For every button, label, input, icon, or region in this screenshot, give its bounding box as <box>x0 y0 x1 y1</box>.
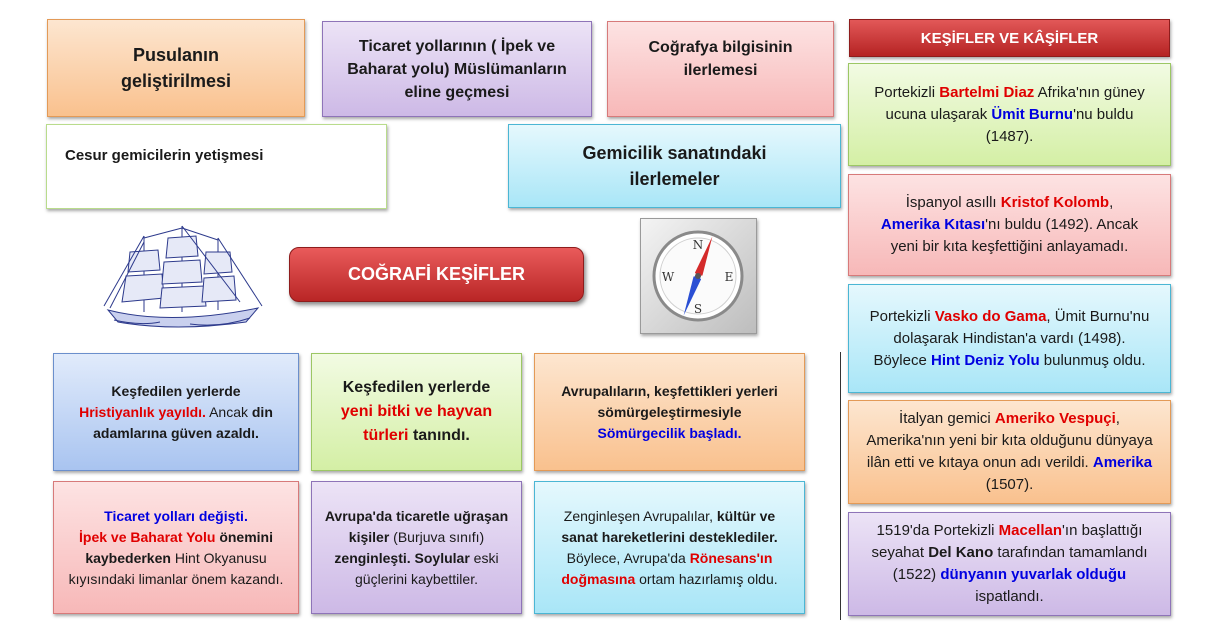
explorer-diaz-d: Ümit Burnu <box>991 105 1074 123</box>
result-bourgeoisie-e: eski güçlerini kaybettiler. <box>355 549 499 587</box>
explorer-diaz-c: Afrika'nın güney ucuna ulaşarak <box>885 83 1145 123</box>
explorer-vespucci-b: Ameriko Vespuçi <box>994 410 1116 427</box>
explorer-vespucci-d: Amerika <box>1092 454 1153 471</box>
sidebar-header <box>849 19 1170 57</box>
result-colonialism-a: Avrupalıların, keşfettikleri yerleri sömürgeleştirmesiyle <box>561 382 778 420</box>
result-trade-change-d: kaybederken <box>85 549 171 566</box>
cause-brave-sailors-box <box>46 124 387 209</box>
result-bourgeoisie-box <box>311 481 522 614</box>
explorer-gama-a: Portekizli <box>869 307 935 325</box>
explorer-diaz-a: Portekizli <box>874 83 940 101</box>
main-title-text: COĞRAFİ KEŞİFLER <box>347 264 525 284</box>
cause-trade-routes-text: Ticaret yollarının ( İpek ve Baharat yolu) Müslümanların eline geçmesi <box>347 37 567 101</box>
explorer-columbus-b: Kristof Kolomb <box>1000 194 1110 211</box>
explorer-gama-d: Hint Deniz Yolu <box>931 351 1040 369</box>
explorer-columbus-c: , <box>1109 194 1114 211</box>
explorer-diaz-e: 'nu buldu (1487). <box>985 105 1134 145</box>
explorer-magellan-c: 'ın başlattığı seyahat <box>871 522 1143 561</box>
result-christianity-b: Hristiyanlık yayıldı. <box>79 403 206 420</box>
cause-compass-box <box>47 19 305 117</box>
sailing-ship-illustration <box>100 222 265 334</box>
explorer-vespucci-box <box>848 400 1171 504</box>
cause-brave-sailors-text: Cesur gemicilerin yetişmesi <box>65 147 264 164</box>
explorer-columbus-a: İspanyol asıllı <box>905 194 1001 211</box>
compass-south-label: S <box>693 302 703 316</box>
result-christianity-c: Ancak <box>205 403 252 420</box>
result-new-species-a: Keşfedilen yerlerde <box>342 379 491 396</box>
result-colonialism-b: Sömürgecilik başladı. <box>597 424 742 441</box>
explorer-magellan-d: Del Kano <box>928 544 994 561</box>
explorer-columbus-d: Amerika Kıtası <box>880 216 986 233</box>
result-trade-change-b: İpek ve Baharat Yolu <box>79 528 216 545</box>
cause-navigation-text: Gemicilik sanatındaki ilerlemeler <box>582 143 767 189</box>
explorer-magellan-box <box>848 512 1171 616</box>
result-bourgeoisie-c: zenginleşti. <box>334 549 411 566</box>
result-renaissance-b: kültür ve sanat hareketlerini desteklediler. <box>561 507 778 545</box>
result-renaissance-a: Zenginleşen Avrupalılar, <box>563 507 717 524</box>
result-colonialism-box <box>534 353 805 471</box>
explorer-diaz-b: Bartelmi Diaz <box>939 83 1035 101</box>
result-trade-change-a: Ticaret yolları değişti. <box>104 507 248 524</box>
result-new-species-c: tanındı. <box>408 427 470 444</box>
explorer-vespucci-e: (1507). <box>985 476 1034 493</box>
result-renaissance-e: ortam hazırlamış oldu. <box>635 570 778 587</box>
explorer-gama-b: Vasko do Gama <box>934 307 1047 325</box>
result-new-species-b: yeni bitki ve hayvan türleri <box>340 403 493 444</box>
compass-west-label: W <box>661 270 675 284</box>
explorer-vespucci-c: , Amerika'nın yeni bir kıta olduğunu dünyaya ilân etti ve kıtaya onun adı verildi. <box>866 410 1153 471</box>
result-renaissance-c: Böylece, Avrupa'da <box>566 549 690 566</box>
result-bourgeoisie-d: Soylular <box>410 549 470 566</box>
result-new-species-box <box>311 353 522 471</box>
explorer-magellan-a: 1519'da Portekizli <box>876 522 999 539</box>
explorer-columbus-e: 'nı buldu (1492). Ancak yeni bir kıta keşfettiğini anlayamadı. <box>890 216 1139 255</box>
result-christianity-a: Keşfedilen yerlerde <box>111 382 241 399</box>
compass-east-label: E <box>724 270 734 284</box>
cause-geography-text: Coğrafya bilgisinin ilerlemesi <box>648 39 793 79</box>
explorer-columbus-box <box>848 174 1171 276</box>
explorer-magellan-f: dünyanın yuvarlak olduğu <box>940 566 1127 583</box>
explorer-gama-e: bulunmuş oldu. <box>1039 351 1146 369</box>
vertical-divider <box>840 352 841 620</box>
explorer-vespucci-a: İtalyan gemici <box>899 410 995 427</box>
explorer-gama-box <box>848 284 1171 393</box>
cause-geography-box <box>607 21 834 117</box>
explorer-diaz-box <box>848 63 1171 166</box>
explorer-gama-c: , Ümit Burnu'nu dolaşarak Hindistan'a vardı (1498). Böylece <box>873 307 1150 369</box>
explorer-magellan-e: tarafından tamamlandı (1522) <box>892 544 1148 583</box>
result-bourgeoisie-b: (Burjuva sınıfı) <box>389 528 485 545</box>
explorer-magellan-g: ispatlandı. <box>975 588 1044 605</box>
sidebar-header-text: KEŞİFLER VE KÂŞİFLER <box>920 29 1099 47</box>
result-christianity-d: din adamlarına güven azaldı. <box>93 403 273 441</box>
main-title-banner <box>289 247 584 302</box>
cause-navigation-box <box>508 124 841 208</box>
result-trade-change-box <box>53 481 299 614</box>
result-trade-change-e: Hint Okyanusu kıyısındaki limanlar önem kazandı. <box>68 549 284 587</box>
sailing-ship-icon <box>100 222 265 334</box>
explorer-magellan-b: Macellan <box>998 522 1063 539</box>
compass-icon <box>641 219 756 333</box>
result-renaissance-d: Rönesans'ın doğmasına <box>561 549 773 587</box>
cause-compass-text: Pusulanın geliştirilmesi <box>120 45 232 91</box>
result-bourgeoisie-a: Avrupa'da ticaretle uğraşan kişiler <box>324 507 509 545</box>
compass-north-label: N <box>692 238 704 252</box>
result-renaissance-box <box>534 481 805 614</box>
cause-trade-routes-box <box>322 21 592 117</box>
result-trade-change-c: önemini <box>215 528 273 545</box>
compass-illustration <box>640 218 757 334</box>
result-christianity-box <box>53 353 299 471</box>
